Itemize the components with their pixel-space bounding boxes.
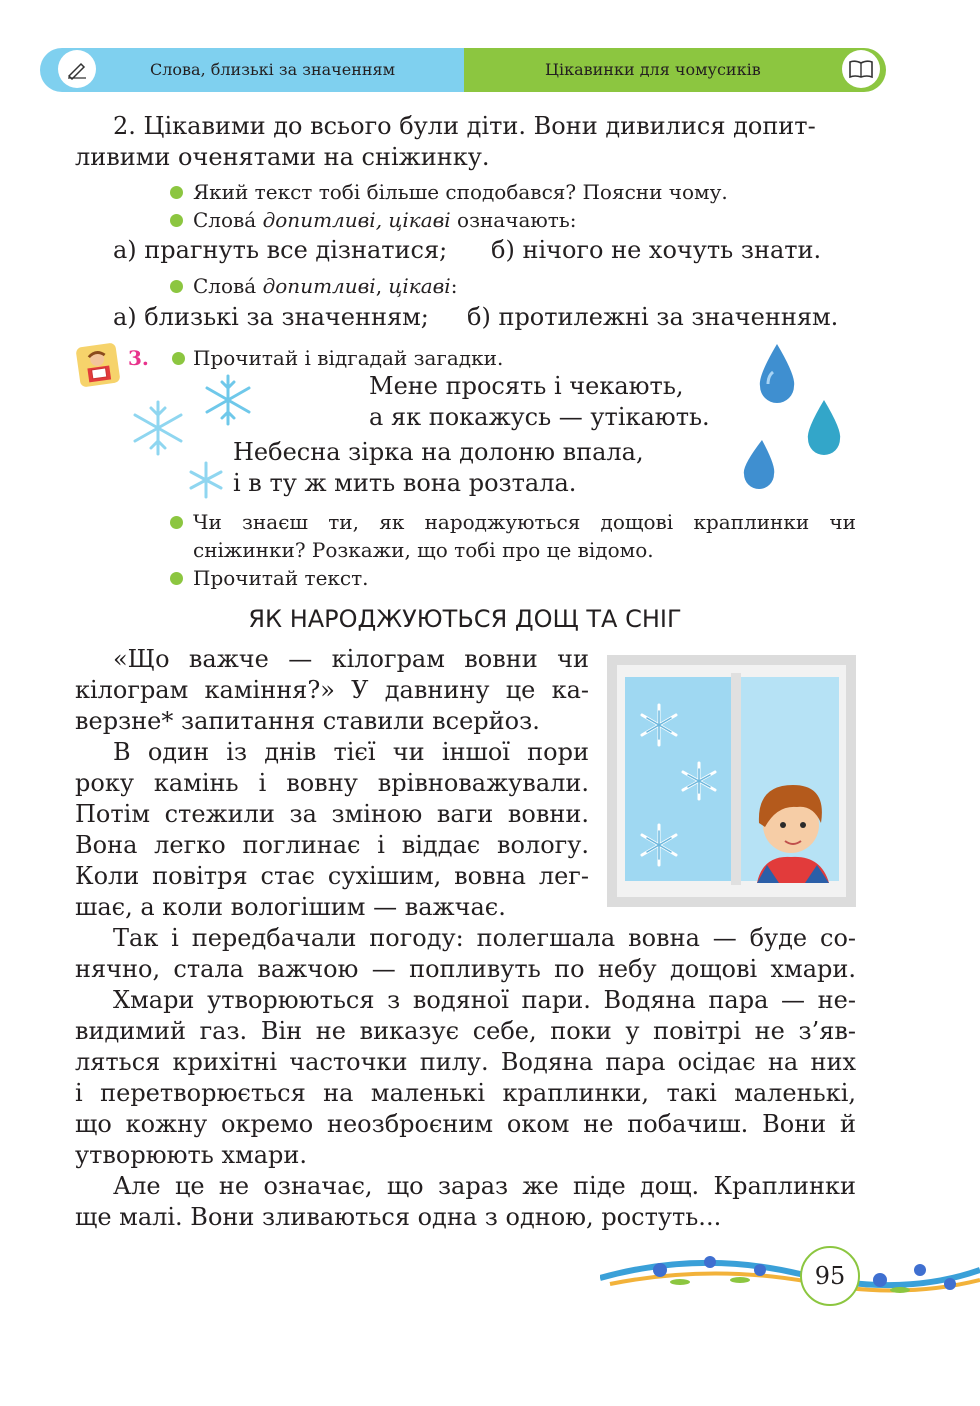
text-line: Хмари утворюються з водяної пари. Водяна пара — не- [113, 986, 856, 1014]
text-line: «Що важче — кілограм вовни чи [113, 645, 589, 673]
raindrop-icon [756, 342, 798, 404]
pen-icon [58, 50, 96, 88]
text-line: Коли повітря стає сухішим, вовна лег- [75, 862, 589, 890]
text-line: ляться крихітні часточки пилу. Водяна пара осідає на них [75, 1048, 856, 1076]
bullet [170, 186, 183, 199]
reading-child-icon [75, 342, 120, 387]
riddle2-line2: і в ту ж мить вона розтала. [233, 469, 577, 497]
task2-option-b1: б) нічого не хочуть знати. [491, 236, 822, 264]
text-title: ЯК НАРОДЖУЮТЬСЯ ДОЩ ТА СНІГ [248, 605, 682, 633]
window-illustration [607, 655, 856, 907]
snowflake-icon [200, 372, 256, 428]
task2-option-b2: б) протилежні за значенням. [467, 303, 839, 331]
task2-line1: 2. Цікавими до всього були діти. Вони дивилися допит- [113, 112, 816, 140]
raindrop-icon [804, 398, 844, 456]
text-line: ще малі. Вони зливаються одна з одною, ростуть... [75, 1203, 722, 1231]
text-line: видимий газ. Він не виказує себе, поки у повітрі не з’яв- [75, 1017, 856, 1045]
text-line: і перетворюється на маленькі краплинки, такі маленькі, [75, 1079, 856, 1107]
text-line: утворюють хмари. [75, 1141, 307, 1169]
text-line: Так і передбачали погоду: полегшала вовна — буде со- [113, 924, 856, 952]
task3-number: 3. [128, 346, 149, 370]
task3-instruction: Прочитай і відгадай загадки. [193, 346, 504, 370]
text-line: року камінь і вовну врівноважували. [75, 769, 589, 797]
text-line: верзне* запитання ставили всерйоз. [75, 707, 540, 735]
text-line: кілограм каміння?» У давнину це ка- [75, 676, 589, 704]
riddle2-line1: Небесна зірка на долоню впала, [233, 438, 644, 466]
snowflake-icon [128, 398, 188, 458]
riddle1-line2: а як покажусь — утікають. [369, 403, 710, 431]
task2-option-a2: а) близькі за значенням; [113, 303, 429, 331]
bullet [172, 352, 185, 365]
task2-option-a1: а) прагнуть все дізнатися; [113, 236, 448, 264]
bullet [170, 214, 183, 227]
task3-question1-line1: Чи знаєш ти, як народжуються дощові краплинки чи [193, 510, 856, 534]
text-line: В один із днів тієї чи іншої пори [113, 738, 589, 766]
bullet [170, 516, 183, 529]
bullet [170, 280, 183, 293]
text-line: шає, а коли вологішим — важчає. [75, 893, 506, 921]
text-line: нячно, стала важчою — попливуть по небу дощові хмари. [75, 955, 856, 983]
text-line: що кожну окремо неозброєним оком не побачиш. Вони й [75, 1110, 856, 1138]
text-line: Потім стежили за зміною ваги вовни. [75, 800, 589, 828]
wheat-ornament [600, 1240, 980, 1310]
header-left-title: Слова, близькі за значенням [150, 60, 396, 79]
riddle1-line1: Мене просять і чекають, [369, 372, 684, 400]
task3-question2: Прочитай текст. [193, 566, 369, 590]
raindrop-icon [738, 438, 778, 490]
task2-question2: Слова́ допитливі, цікаві означають: [193, 208, 577, 232]
page-header [40, 48, 886, 92]
task2-question3: Слова́ допитливі, цікаві: [193, 274, 458, 298]
snowflake-icon [186, 460, 226, 500]
task2-question1: Який текст тобі більше сподобався? Поясни чому. [193, 180, 728, 204]
page-number: 95 [800, 1246, 860, 1306]
task3-question1-line2: сніжинки? Розкажи, що тобі про це відомо. [193, 538, 654, 562]
book-icon [842, 50, 880, 88]
text-line: Вона легко поглинає і віддає вологу. [75, 831, 589, 859]
text-line: Але це не означає, що зараз же піде дощ. Краплинки [113, 1172, 856, 1200]
task2-line2: ливими оченятами на сніжинку. [75, 143, 490, 171]
bullet [170, 572, 183, 585]
header-right-title: Цікавинки для чомусиків [545, 60, 761, 79]
